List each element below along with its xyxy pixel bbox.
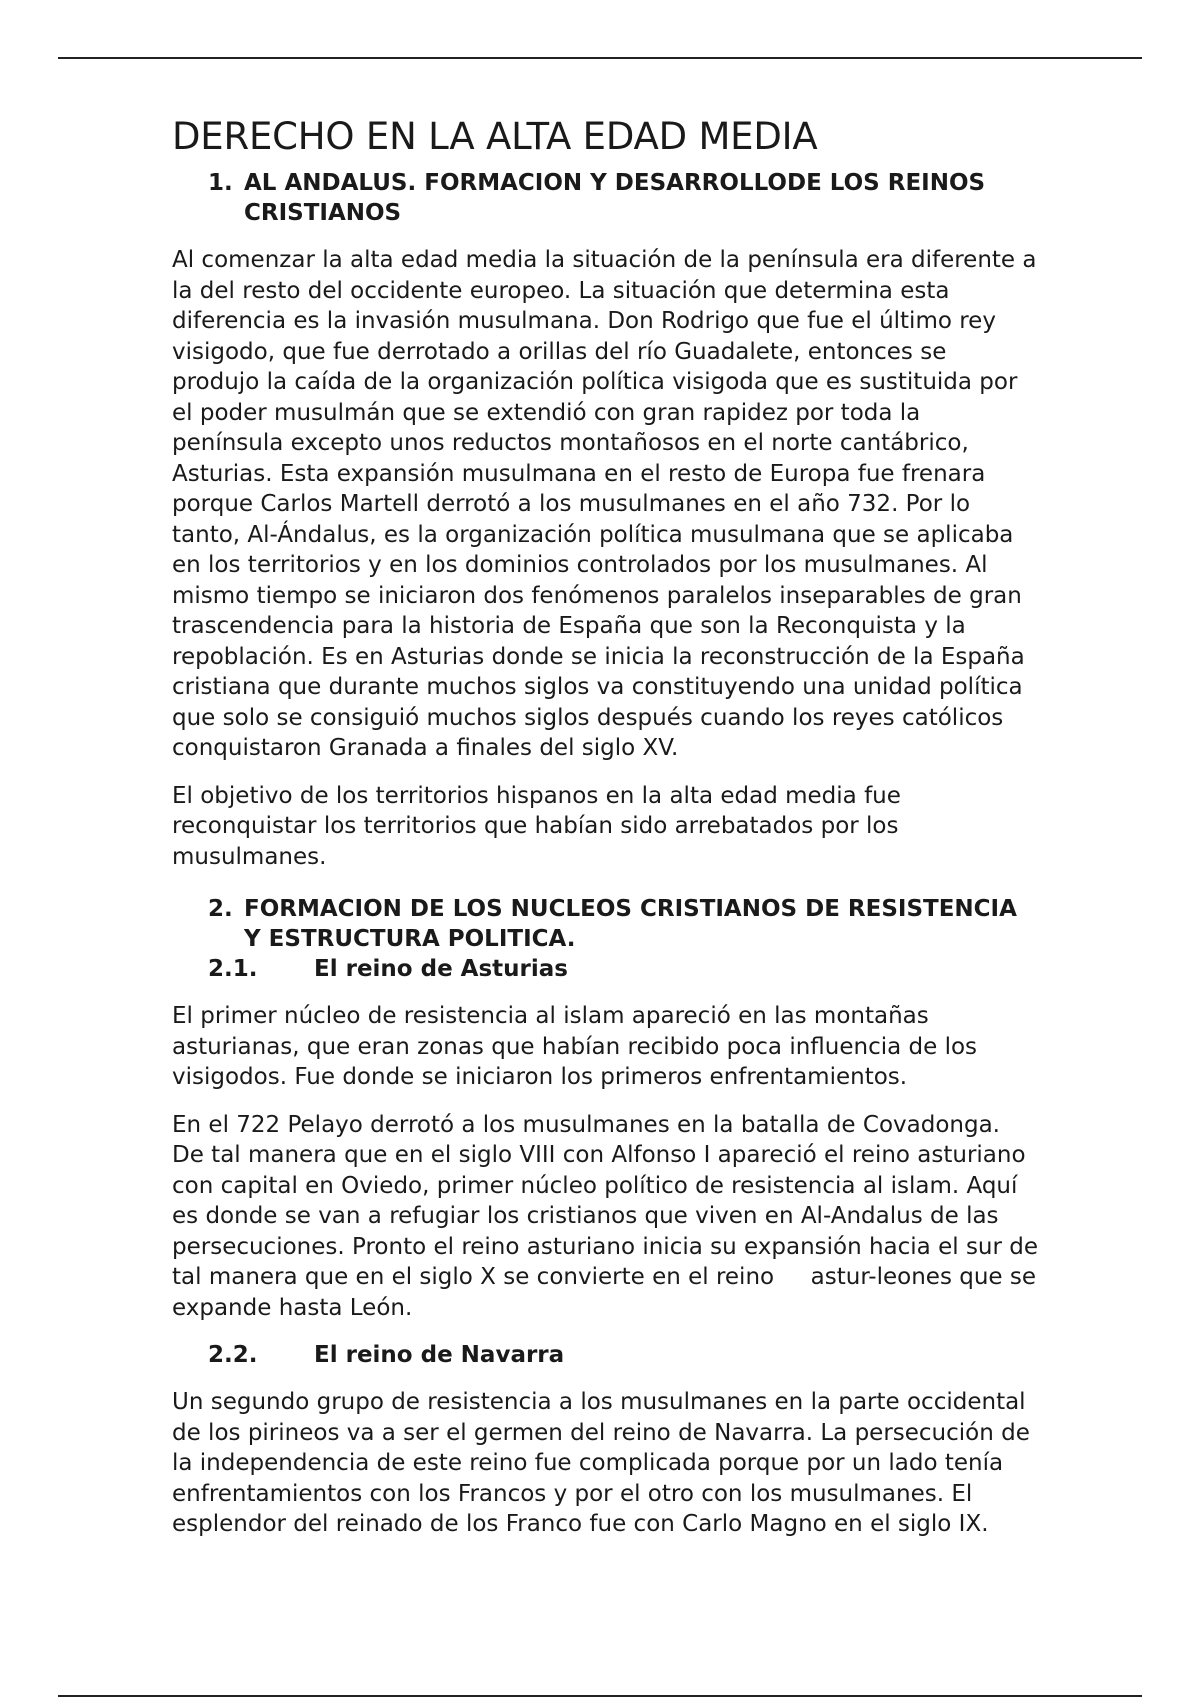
subsection-2-1-number: 2.1. — [208, 956, 258, 982]
section-2-title: FORMACION DE LOS NUCLEOS CRISTIANOS DE RESISTENCIA Y ESTRUCTURA POLITICA. — [244, 896, 1017, 952]
subsection-2-2-heading — [172, 1340, 1038, 1370]
paragraph: El objetivo de los territorios hispanos en la alta edad media fue reconquistar los territorios que habían sido arrebatados por los musulmanes. — [172, 782, 901, 870]
subsection-2-1-heading — [172, 954, 1038, 984]
document-body — [172, 112, 1046, 1540]
section-1-heading — [172, 168, 1038, 228]
subsection-2-1-title: El reino de Asturias — [314, 956, 568, 982]
section-2-heading — [172, 894, 1038, 954]
section-1-title: AL ANDALUS. FORMACION Y DESARROLLODE LOS REINOS CRISTIANOS — [244, 170, 986, 226]
paragraph: Al comenzar la alta edad media la situación de la península era diferente a la del resto del occidente europeo. La situación que determina esta diferencia es la invasión musulmana. Don Rodrigo que fue el último rey visigodo, que fue derrotado a orillas del río Guadalete, entonces se produjo la caída de la organización política visigoda que es sustituida por el poder musulmán que se extendió con gran rapidez por toda la península excepto unos reductos montañosos en el norte cantábrico, Asturias. Esta expansión musulmana en el resto de Europa fue frenara porque Carlos Martell derrotó a los musulmanes en el año 732. Por lo tanto, Al-Ándalus, es la organización política musulmana que se aplicaba en los territorios y en los dominios controlados por los musulmanes. Al mismo tiempo se iniciaron dos fenómenos paralelos inseparables de gran trascendencia para la historia de España que son la Reconquista y la repoblación. Es en Asturias donde se inicia la reconstrucción de la España cristiana que durante muchos siglos va constituyendo una unidad política que solo se consiguió muchos siglos después cuando los reyes católicos conquistaron Granada a finales del siglo XV. — [172, 247, 1037, 761]
footer-rule — [58, 1695, 1142, 1697]
section-1-number: 1. — [208, 170, 233, 196]
section-2-number: 2. — [208, 896, 233, 922]
paragraph: El primer núcleo de resistencia al islam apareció en las montañas asturianas, que eran zonas que habían recibido poca influencia de los visigodos. Fue donde se iniciaron los primeros enfrentamientos. — [172, 1003, 978, 1090]
subsection-2-2-title: El reino de Navarra — [314, 1342, 565, 1368]
header-rule — [58, 57, 1142, 59]
subsection-2-2-number: 2.2. — [208, 1342, 258, 1368]
paragraph: Un segundo grupo de resistencia a los musulmanes en la parte occidental de los pirineos va a ser el germen del reino de Navarra. La persecución de la independencia de este reino fue complicada porque por un lado tenía enfrentamientos con los Francos y por el otro con los musulmanes. El esplendor del reinado de los Franco fue con Carlo Magno en el siglo IX. — [172, 1389, 1030, 1537]
page-title: DERECHO EN LA ALTA EDAD MEDIA — [172, 115, 818, 158]
paragraph: En el 722 Pelayo derrotó a los musulmanes en la batalla de Covadonga. De tal manera que en el siglo VIII con Alfonso I apareció el reino asturiano con capital en Oviedo, primer núcleo político de resistencia al islam. Aquí es donde se van a refugiar los cristianos que viven en Al-Andalus de las persecuciones. Pronto el reino asturiano inicia su expansión hacia el sur de tal manera que en el siglo X se convierte en el reino astur-leones que se expande hasta León. — [172, 1111, 1046, 1321]
